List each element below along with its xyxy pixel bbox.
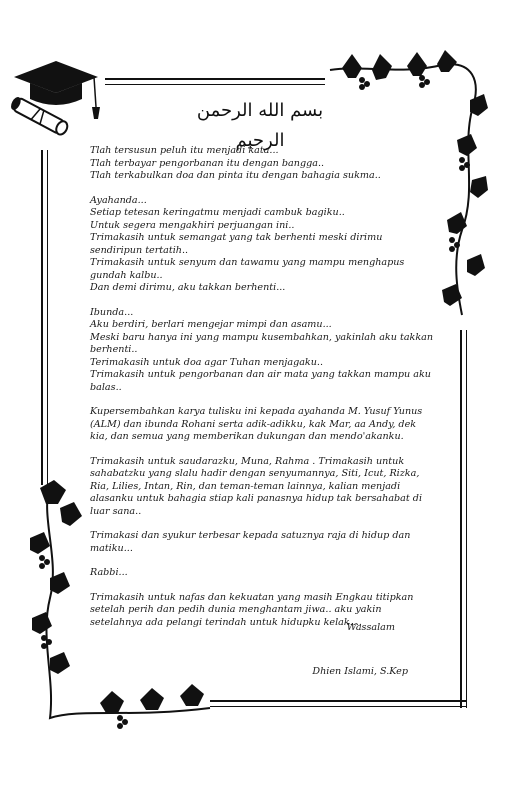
letter-line: Aku berdiri, berlari mengejar mimpi dan asamu...: [90, 319, 332, 330]
author-signature: Dhien Islami, S.Kep: [312, 666, 408, 677]
stanza-friends: [90, 456, 435, 519]
letter-line: Setiap tetesan keringatmu menjadi cambuk bagiku..: [90, 207, 345, 218]
frame-right-line: [460, 330, 462, 708]
letter-line: Terimakasih untuk doa agar Tuhan menjagaku..: [90, 356, 324, 368]
letter-line: Trimakasih untuk saudarazku, Muna, Rahma . Trimakasih untuk sahabatzku yang slalu hadir dengan senyumannya, Siti, Icut, Rizka, Ria, Lilies, Intan, Rin, dan teman-teman lainnya, kalian menjadi alasanku untuk bahagia stiap kali panasnya hidup tak bersahabat di luar sana..: [90, 455, 423, 517]
frame-right-line-inner: [466, 330, 467, 708]
stanza-gratitude: [90, 530, 435, 555]
letter-line: Trimakasih untuk pengorbanan dan air mata yang takkan mampu aku balas..: [90, 369, 431, 393]
dedication-letter: [90, 145, 435, 641]
stanza-ayahanda: [90, 195, 435, 295]
frame-bottom-line: [210, 700, 466, 702]
letter-line: Tlah terbayar pengorbanan itu dengan bangga..: [90, 157, 325, 169]
stanza-dedication: [90, 406, 435, 444]
diploma-scroll-icon: [6, 88, 76, 148]
frame-left-line-inner: [47, 150, 48, 485]
letter-line: Trimakasi dan syukur terbesar kepada satuznya raja di hidup dan matiku...: [90, 530, 411, 554]
letter-line: Trimakasih untuk nafas dan kekuatan yang masih Engkau titipkan setelah perih dan pedih dunia menghantam jiwa.. aku yakin setelahnya ada pelangi terindah untuk hidupku kelak....: [90, 591, 414, 628]
letter-line: Ibunda...: [90, 306, 134, 318]
letter-line: Ayahanda...: [90, 194, 147, 206]
frame-top-line-inner: [105, 84, 325, 85]
frame-top-line: [105, 78, 325, 80]
frame-left-line: [41, 150, 43, 485]
letter-line: Kupersembahkan karya tulisku ini kepada ayahanda M. Yusuf Yunus (ALM) dan ibunda Rohani serta adik-adikku, kak Mar, aa Andy, dek kia, dan semua yang memberikan dukungan dan mendo'akanku.: [90, 406, 423, 442]
letter-line: Dan demi dirimu, aku takkan berhenti...: [90, 282, 286, 293]
stanza-ibunda: [90, 307, 435, 395]
letter-line: Tlah tersusun peluh itu menjadi kata...: [90, 145, 279, 156]
bismillah-calligraphy: بسم الله الرحمن الرحيم: [196, 100, 324, 151]
letter-line: Tlah terkabulkan doa dan pinta itu dengan bahagia sukma..: [90, 170, 381, 181]
letter-line: Rabbi...: [90, 567, 128, 578]
letter-line: Trimakasih untuk semangat yang tak berhenti meski dirimu sendiripun tertatih..: [90, 232, 383, 256]
stanza-rabbi: [90, 567, 435, 580]
frame-bottom-line-inner: [210, 706, 466, 707]
letter-line: Trimakasih untuk senyum dan tawamu yang mampu menghapus gundah kalbu..: [90, 257, 405, 281]
letter-line: Untuk segera mengakhiri perjuangan ini..: [90, 219, 295, 231]
closing-salutation: Wassalam: [346, 622, 395, 633]
stanza-opening: [90, 145, 435, 183]
letter-line: Meski baru hanya ini yang mampu kusembahkan, yakinlah aku takkan berhenti..: [90, 331, 434, 355]
